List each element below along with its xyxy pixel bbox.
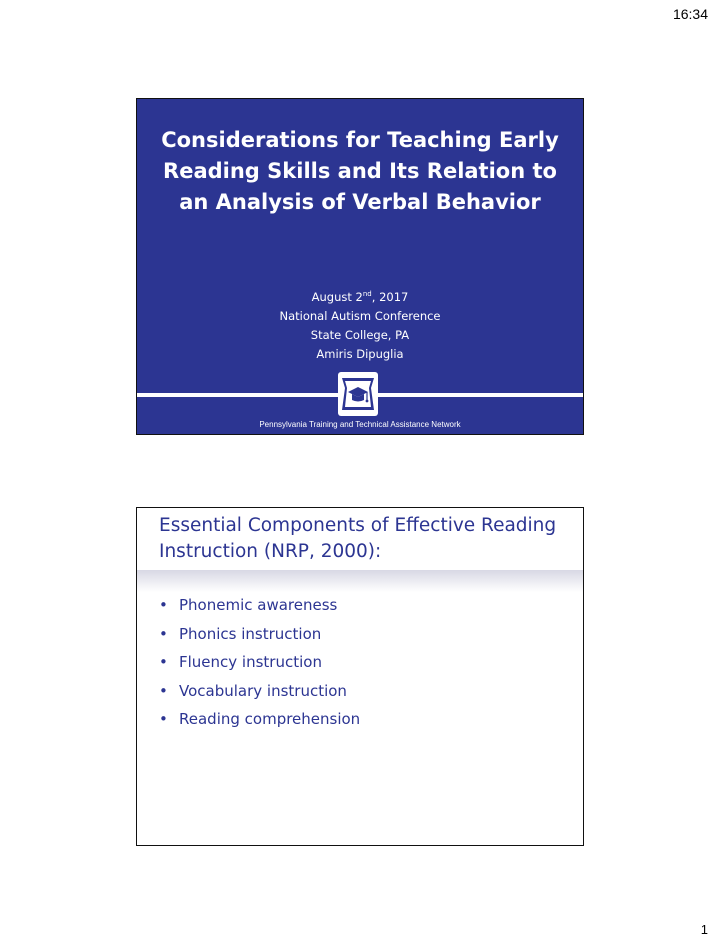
- bullet-glyph: •: [159, 681, 168, 700]
- presenter-name: Amiris Dipuglia: [316, 346, 404, 361]
- list-item: [159, 591, 360, 620]
- list-item-text: Phonics instruction: [179, 624, 322, 643]
- slide-title: Essential Components of Effective Reading Instruction (NRP, 2000):: [159, 515, 557, 562]
- list-item-text: Vocabulary instruction: [179, 681, 347, 700]
- slide-title: Considerations for Teaching Early Reading Skills and Its Relation to an Analysis of Verbal Behavior: [161, 128, 559, 214]
- page-number: 1: [700, 922, 708, 937]
- bullet-glyph: •: [159, 624, 168, 643]
- presentation-date: [137, 285, 583, 307]
- date-suffix: , 2017: [371, 289, 409, 304]
- date-ordinal: nd: [362, 290, 372, 298]
- bullet-glyph: •: [159, 653, 168, 671]
- list-item-text: Reading comprehension: [179, 710, 361, 728]
- bullet-glyph: •: [159, 710, 168, 728]
- list-item-text: Fluency instruction: [179, 653, 322, 671]
- list-item: [159, 705, 360, 734]
- date-prefix: August 2: [311, 289, 363, 304]
- conference-location: State College, PA: [310, 327, 410, 342]
- presentation-info: [137, 285, 583, 364]
- keystone-graduation-cap-icon: [338, 372, 378, 416]
- list-item: [159, 677, 360, 706]
- list-item: [159, 620, 360, 649]
- list-item: [159, 648, 360, 677]
- title-slide: [136, 98, 584, 435]
- header-band: [137, 570, 583, 592]
- bullet-list: [159, 591, 360, 734]
- content-slide: [136, 507, 584, 846]
- print-time: 16:34: [672, 6, 708, 22]
- conference-name: National Autism Conference: [279, 308, 441, 323]
- list-item-text: Phonemic awareness: [179, 596, 338, 614]
- organization-footer: Pennsylvania Training and Technical Assistance Network: [259, 420, 461, 429]
- bullet-glyph: •: [159, 596, 168, 614]
